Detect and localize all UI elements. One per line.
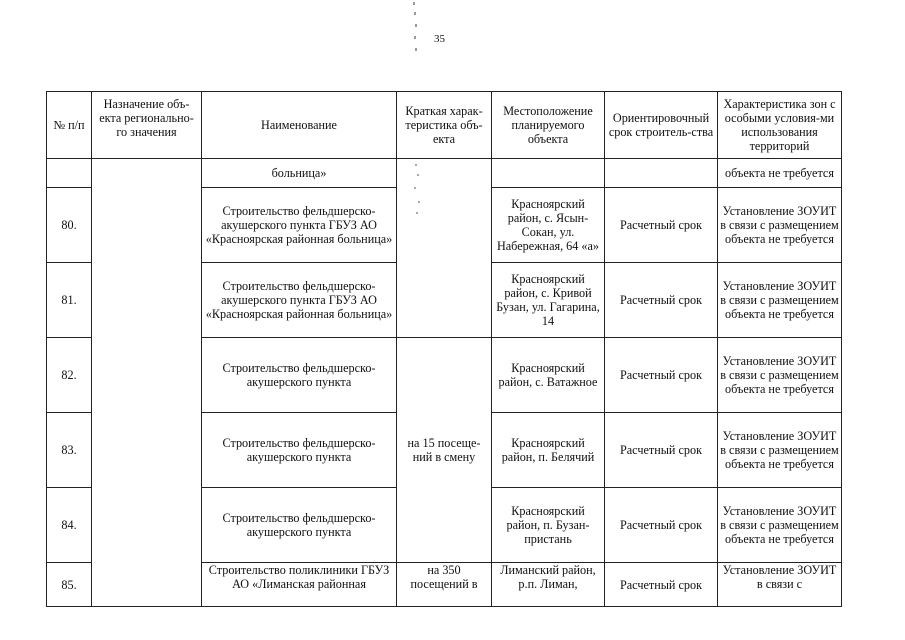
row-location: Лиманский район, р.п. Лиман, — [492, 563, 605, 607]
row-name: Строительство фельдшерско-акушерского пункта ГБУЗ АО «Красноярская районная больница» — [202, 188, 397, 263]
row-name: Строительство поликлиники ГБУЗ АО «Лиманская районная — [202, 563, 397, 607]
row-term: Расчетный срок — [605, 413, 718, 488]
row-zone: Установление ЗОУИТ в связи с размещением объекта не требуется — [718, 338, 842, 413]
row-name: больница» — [202, 159, 397, 188]
characteristic-group: на 15 посеще-ний в смену — [397, 338, 492, 563]
row-num: 82. — [47, 338, 92, 413]
table-row — [47, 159, 842, 188]
scan-ticks — [413, 0, 421, 60]
row-num: 80. — [47, 188, 92, 263]
row-name: Строительство фельдшерско-акушерского пункта — [202, 413, 397, 488]
row-name: Строительство фельдшерско-акушерского пункта — [202, 338, 397, 413]
header-characteristic: Краткая харак-теристика объ-екта — [397, 92, 492, 159]
header-name: Наименование — [202, 92, 397, 159]
objects-table — [46, 91, 842, 607]
purpose-cell — [92, 159, 202, 607]
row-term: Расчетный срок — [605, 263, 718, 338]
row-location: Красноярский район, п. Белячий — [492, 413, 605, 488]
row-location: Красноярский район, с. Кривой Бузан, ул. Гагарина, 14 — [492, 263, 605, 338]
row-term — [605, 159, 718, 188]
row-zone: Установление ЗОУИТ в связи с размещением объекта не требуется — [718, 488, 842, 563]
row-num: 83. — [47, 413, 92, 488]
header-zone: Характеристика зон с особыми условия-ми использования территорий — [718, 92, 842, 159]
row-location: Красноярский район, с. Ясын-Сокан, ул. Набережная, 64 «а» — [492, 188, 605, 263]
row-zone: Установление ЗОУИТ в связи с — [718, 563, 842, 607]
header-location: Местоположение планируемого объекта — [492, 92, 605, 159]
row-name: Строительство фельдшерско-акушерского пункта ГБУЗ АО «Красноярская районная больница» — [202, 263, 397, 338]
row-location — [492, 159, 605, 188]
row-location: Красноярский район, с. Ватажное — [492, 338, 605, 413]
row-zone: Установление ЗОУИТ в связи с размещением объекта не требуется — [718, 188, 842, 263]
row-num: 84. — [47, 488, 92, 563]
row-location: Красноярский район, п. Бузан-пристань — [492, 488, 605, 563]
row-num: 81. — [47, 263, 92, 338]
header-row — [47, 92, 842, 159]
row-zone: объекта не требуется — [718, 159, 842, 188]
scan-specks — [413, 160, 423, 220]
row-num — [47, 159, 92, 188]
row-term: Расчетный срок — [605, 563, 718, 607]
row-term: Расчетный срок — [605, 338, 718, 413]
characteristic-85: на 350 посещений в — [397, 563, 492, 607]
header-num: № п/п — [47, 92, 92, 159]
row-term: Расчетный срок — [605, 488, 718, 563]
row-num: 85. — [47, 563, 92, 607]
page-number: 35 — [434, 33, 445, 45]
header-purpose: Назначение объ-екта регионально-го значения — [92, 92, 202, 159]
row-name: Строительство фельдшерско-акушерского пункта — [202, 488, 397, 563]
row-zone: Установление ЗОУИТ в связи с размещением объекта не требуется — [718, 413, 842, 488]
characteristic-cell — [397, 159, 492, 338]
row-term: Расчетный срок — [605, 188, 718, 263]
header-term: Ориентировочный срок строитель-ства — [605, 92, 718, 159]
row-zone: Установление ЗОУИТ в связи с размещением объекта не требуется — [718, 263, 842, 338]
